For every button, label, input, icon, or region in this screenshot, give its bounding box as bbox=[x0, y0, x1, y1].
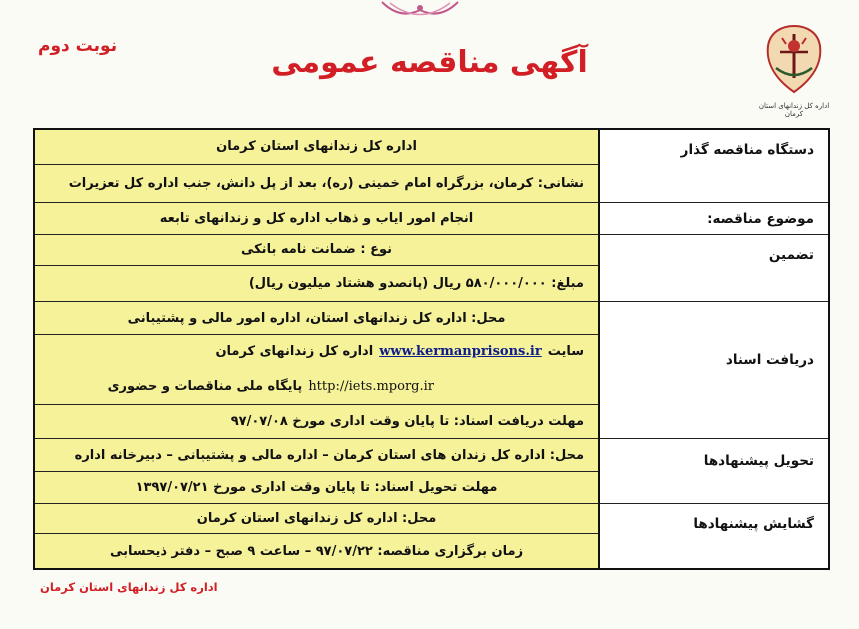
site-suffix: اداره کل زندانهای کرمان bbox=[215, 344, 374, 360]
label-tenderer: دستگاه مناقصه گذار bbox=[600, 130, 828, 203]
labels-column bbox=[598, 130, 828, 568]
footer-org: اداره کل زندانهای استان کرمان bbox=[40, 580, 218, 594]
opening-time: زمان برگزاری مناقصه: ۹۷/۰۷/۲۲ – ساعت ۹ صبح – دفتر ذیحسابی bbox=[109, 543, 524, 559]
kermanprisons-site-line bbox=[215, 344, 584, 359]
guarantee-type: نوع : ضمانت نامه بانکی bbox=[35, 235, 598, 267]
logo-caption: اداره کل زندانهای استان کرمان bbox=[758, 102, 830, 118]
tenderer-org: اداره کل زندانهای استان کرمان bbox=[35, 130, 598, 165]
opening-location: محل: اداره کل زندانهای استان کرمان bbox=[35, 504, 598, 534]
iets-link[interactable]: http://iets.mporg.ir bbox=[308, 379, 434, 395]
label-documents: دریافت اسناد bbox=[600, 302, 828, 438]
tender-table bbox=[33, 128, 830, 570]
submission-deadline: مهلت تحویل اسناد: تا پایان وقت اداری مورخ ۱۳۹۷/۰۷/۲۱ bbox=[35, 472, 598, 504]
guarantee-amount: مبلغ: ۵۸۰/۰۰۰/۰۰۰ ریال (پانصدو هشتاد میلیون ریال) bbox=[35, 266, 598, 302]
top-ornament bbox=[320, 0, 520, 22]
tenderer-address: نشانی: کرمان، بزرگراه امام خمینی (ره)، بعد از پل دانش، جنب اداره کل تعزیرات bbox=[35, 165, 598, 203]
label-submission: تحویل پیشنهادها bbox=[600, 439, 828, 505]
subject-value: انجام امور ایاب و ذهاب اداره کل و زندانهای تابعه bbox=[35, 203, 598, 235]
values-column bbox=[35, 130, 598, 568]
documents-sites bbox=[35, 335, 598, 405]
submission-location: محل: اداره کل زندان های استان کرمان – اداره مالی و پشتیبانی – دبیرخانه اداره bbox=[35, 439, 598, 473]
label-guarantee: تضمین bbox=[600, 235, 828, 303]
page-title: آگهی مناقصه عمومی bbox=[271, 45, 588, 80]
documents-location: محل: اداره کل زندانهای استان، اداره امور مالی و پشتیبانی bbox=[35, 302, 598, 335]
iets-site-line bbox=[108, 379, 434, 394]
site-prefix: سایت bbox=[547, 344, 584, 360]
ornament-icon bbox=[380, 0, 460, 20]
label-subject: موضوع مناقصه: bbox=[600, 203, 828, 235]
kermanprisons-link[interactable]: www.kermanprisons.ir bbox=[379, 344, 542, 360]
round-label: نوبت دوم bbox=[38, 36, 118, 56]
iets-label: پایگاه ملی مناقصات و حضوری bbox=[107, 379, 303, 395]
documents-deadline: مهلت دریافت اسناد: تا پایان وقت اداری مورخ ۹۷/۰۷/۰۸ bbox=[35, 405, 598, 439]
label-opening: گشایش پیشنهادها bbox=[600, 504, 828, 568]
